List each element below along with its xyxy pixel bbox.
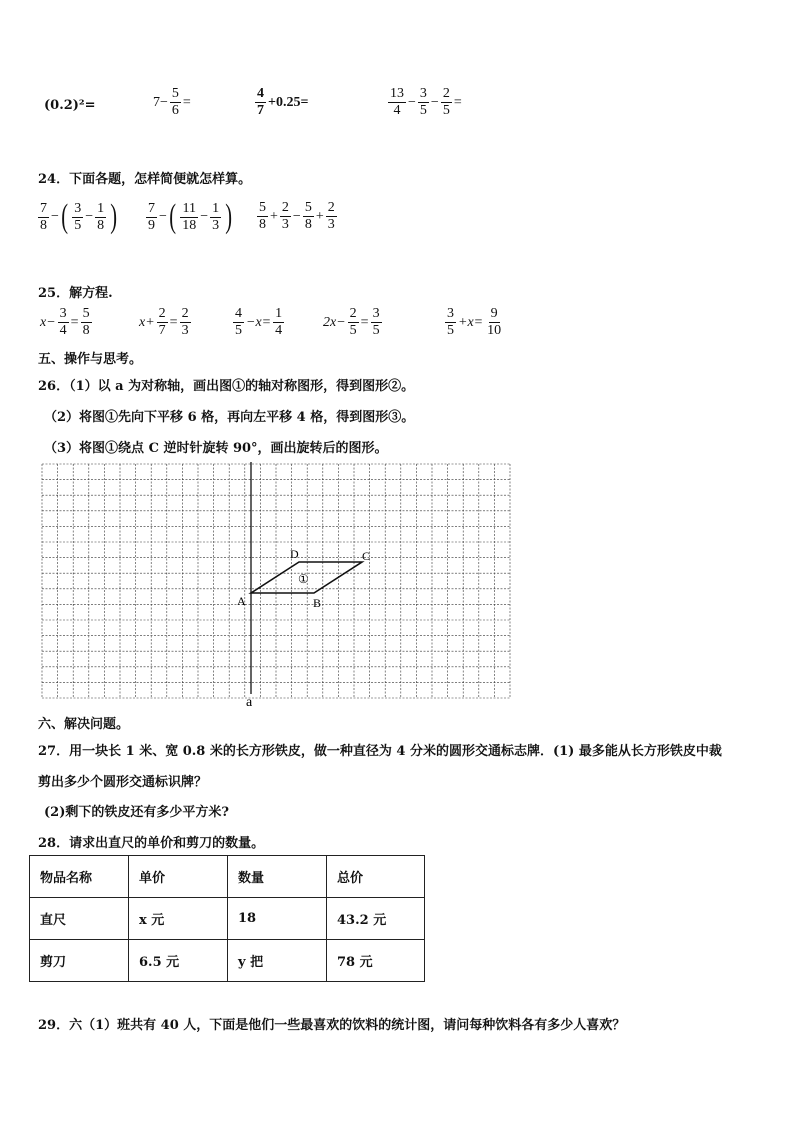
expr-fraction-plus: $\frac{4}{7}$ +0.25= — [257, 86, 309, 118]
q26-line-3: （3）将图①绕点 C 逆时针旋转 90°，画出旋转后的图形。 — [44, 441, 388, 456]
grid-figure — [40, 462, 512, 710]
q27-line-1: 27．用一块长 1 米、宽 0.8 米的长方形铁皮，做一种直径为 4 分米的圆形交通标志牌．(1) 最多能从长方形铁皮中裁 — [38, 744, 722, 759]
q25-eq-3: $\frac{4}{5}$ −x= $\frac{1}{4}$ — [235, 306, 283, 338]
expr-fraction-chain: $\frac{13}{4}$ − $\frac{3}{5}$ − $\frac{2}{5}$ = — [390, 86, 462, 118]
q25-eq-5: $\frac{3}{5}$ +x= $\frac{9}{10}$ — [447, 306, 502, 338]
table-cell: 78 元 — [327, 940, 425, 982]
shape-label-1: ① — [298, 572, 309, 586]
q25-eq-2: x+ $\frac{2}{7}$ = $\frac{2}{3}$ — [139, 306, 189, 338]
q25-eq-4: 2x− $\frac{2}{5}$ = $\frac{3}{5}$ — [323, 306, 380, 338]
axis-label-a: a — [246, 695, 253, 710]
q24-expr-3: $\frac{5}{8}$ + $\frac{2}{3}$ − $\frac{5}{8}$ + $\frac{2}{3}$ — [259, 200, 335, 232]
point-label-c: C — [362, 549, 371, 563]
q27-line-3: (2)剩下的铁皮还有多少平方米? — [44, 805, 229, 820]
table-row — [30, 940, 425, 982]
header-cell: 数量 — [228, 856, 327, 898]
table-header-row — [30, 856, 425, 898]
point-label-d: D — [290, 547, 299, 561]
table-cell: 43.2 元 — [327, 898, 425, 940]
q24-expr-2: $\frac{7}{9}$ − ( $\frac{11}{18}$ − $\frac{1}{3}$ ) — [148, 198, 233, 235]
table-cell: 6.5 元 — [129, 940, 228, 982]
fraction: $\frac{5}{6}$ — [171, 86, 179, 118]
grid-lines — [42, 464, 510, 698]
q25-eq-1: x− $\frac{3}{4}$ = $\frac{5}{8}$ — [40, 306, 90, 338]
point-label-a: A — [237, 594, 246, 608]
fraction: $\frac{4}{7}$ — [257, 86, 264, 118]
q26-line-2: （2）将图①先向下平移 6 格，再向左平移 4 格，得到图形③。 — [44, 410, 415, 425]
table-row — [30, 898, 425, 940]
header-cell: 总价 — [327, 856, 425, 898]
q24-expr-1: $\frac{7}{8}$ − ( $\frac{3}{5}$ − $\frac{1}{8}$ ) — [40, 198, 118, 235]
q28-title: 28．请求出直尺的单价和剪刀的数量。 — [38, 836, 265, 851]
price-table — [29, 855, 425, 982]
header-cell: 物品名称 — [30, 856, 129, 898]
q24-title: 24．下面各题，怎样简便就怎样算。 — [38, 172, 252, 187]
section-5-heading: 五、操作与思考。 — [38, 352, 143, 367]
point-label-b: B — [313, 596, 322, 610]
table-cell: 18 — [228, 898, 327, 940]
table-cell: y 把 — [228, 940, 327, 982]
table-cell: 直尺 — [30, 898, 129, 940]
section-6-heading: 六、解决问题。 — [38, 717, 130, 732]
table-cell: x 元 — [129, 898, 228, 940]
expr-square: (0.2)²= — [44, 98, 96, 113]
header-cell: 单价 — [129, 856, 228, 898]
q25-title: 25．解方程. — [38, 286, 113, 301]
q26-line-1: 26．（1）以 a 为对称轴，画出图①的轴对称图形，得到图形②。 — [38, 379, 415, 394]
q29-text: 29．六（1）班共有 40 人，下面是他们一些最喜欢的饮料的统计图，请问每种饮料各有多少人喜欢？ — [38, 1018, 626, 1033]
table-cell: 剪刀 — [30, 940, 129, 982]
q27-line-2: 剪出多少个圆形交通标识牌？ — [38, 775, 208, 790]
expr-seven-minus: 7− $\frac{5}{6}$ = — [153, 86, 191, 118]
